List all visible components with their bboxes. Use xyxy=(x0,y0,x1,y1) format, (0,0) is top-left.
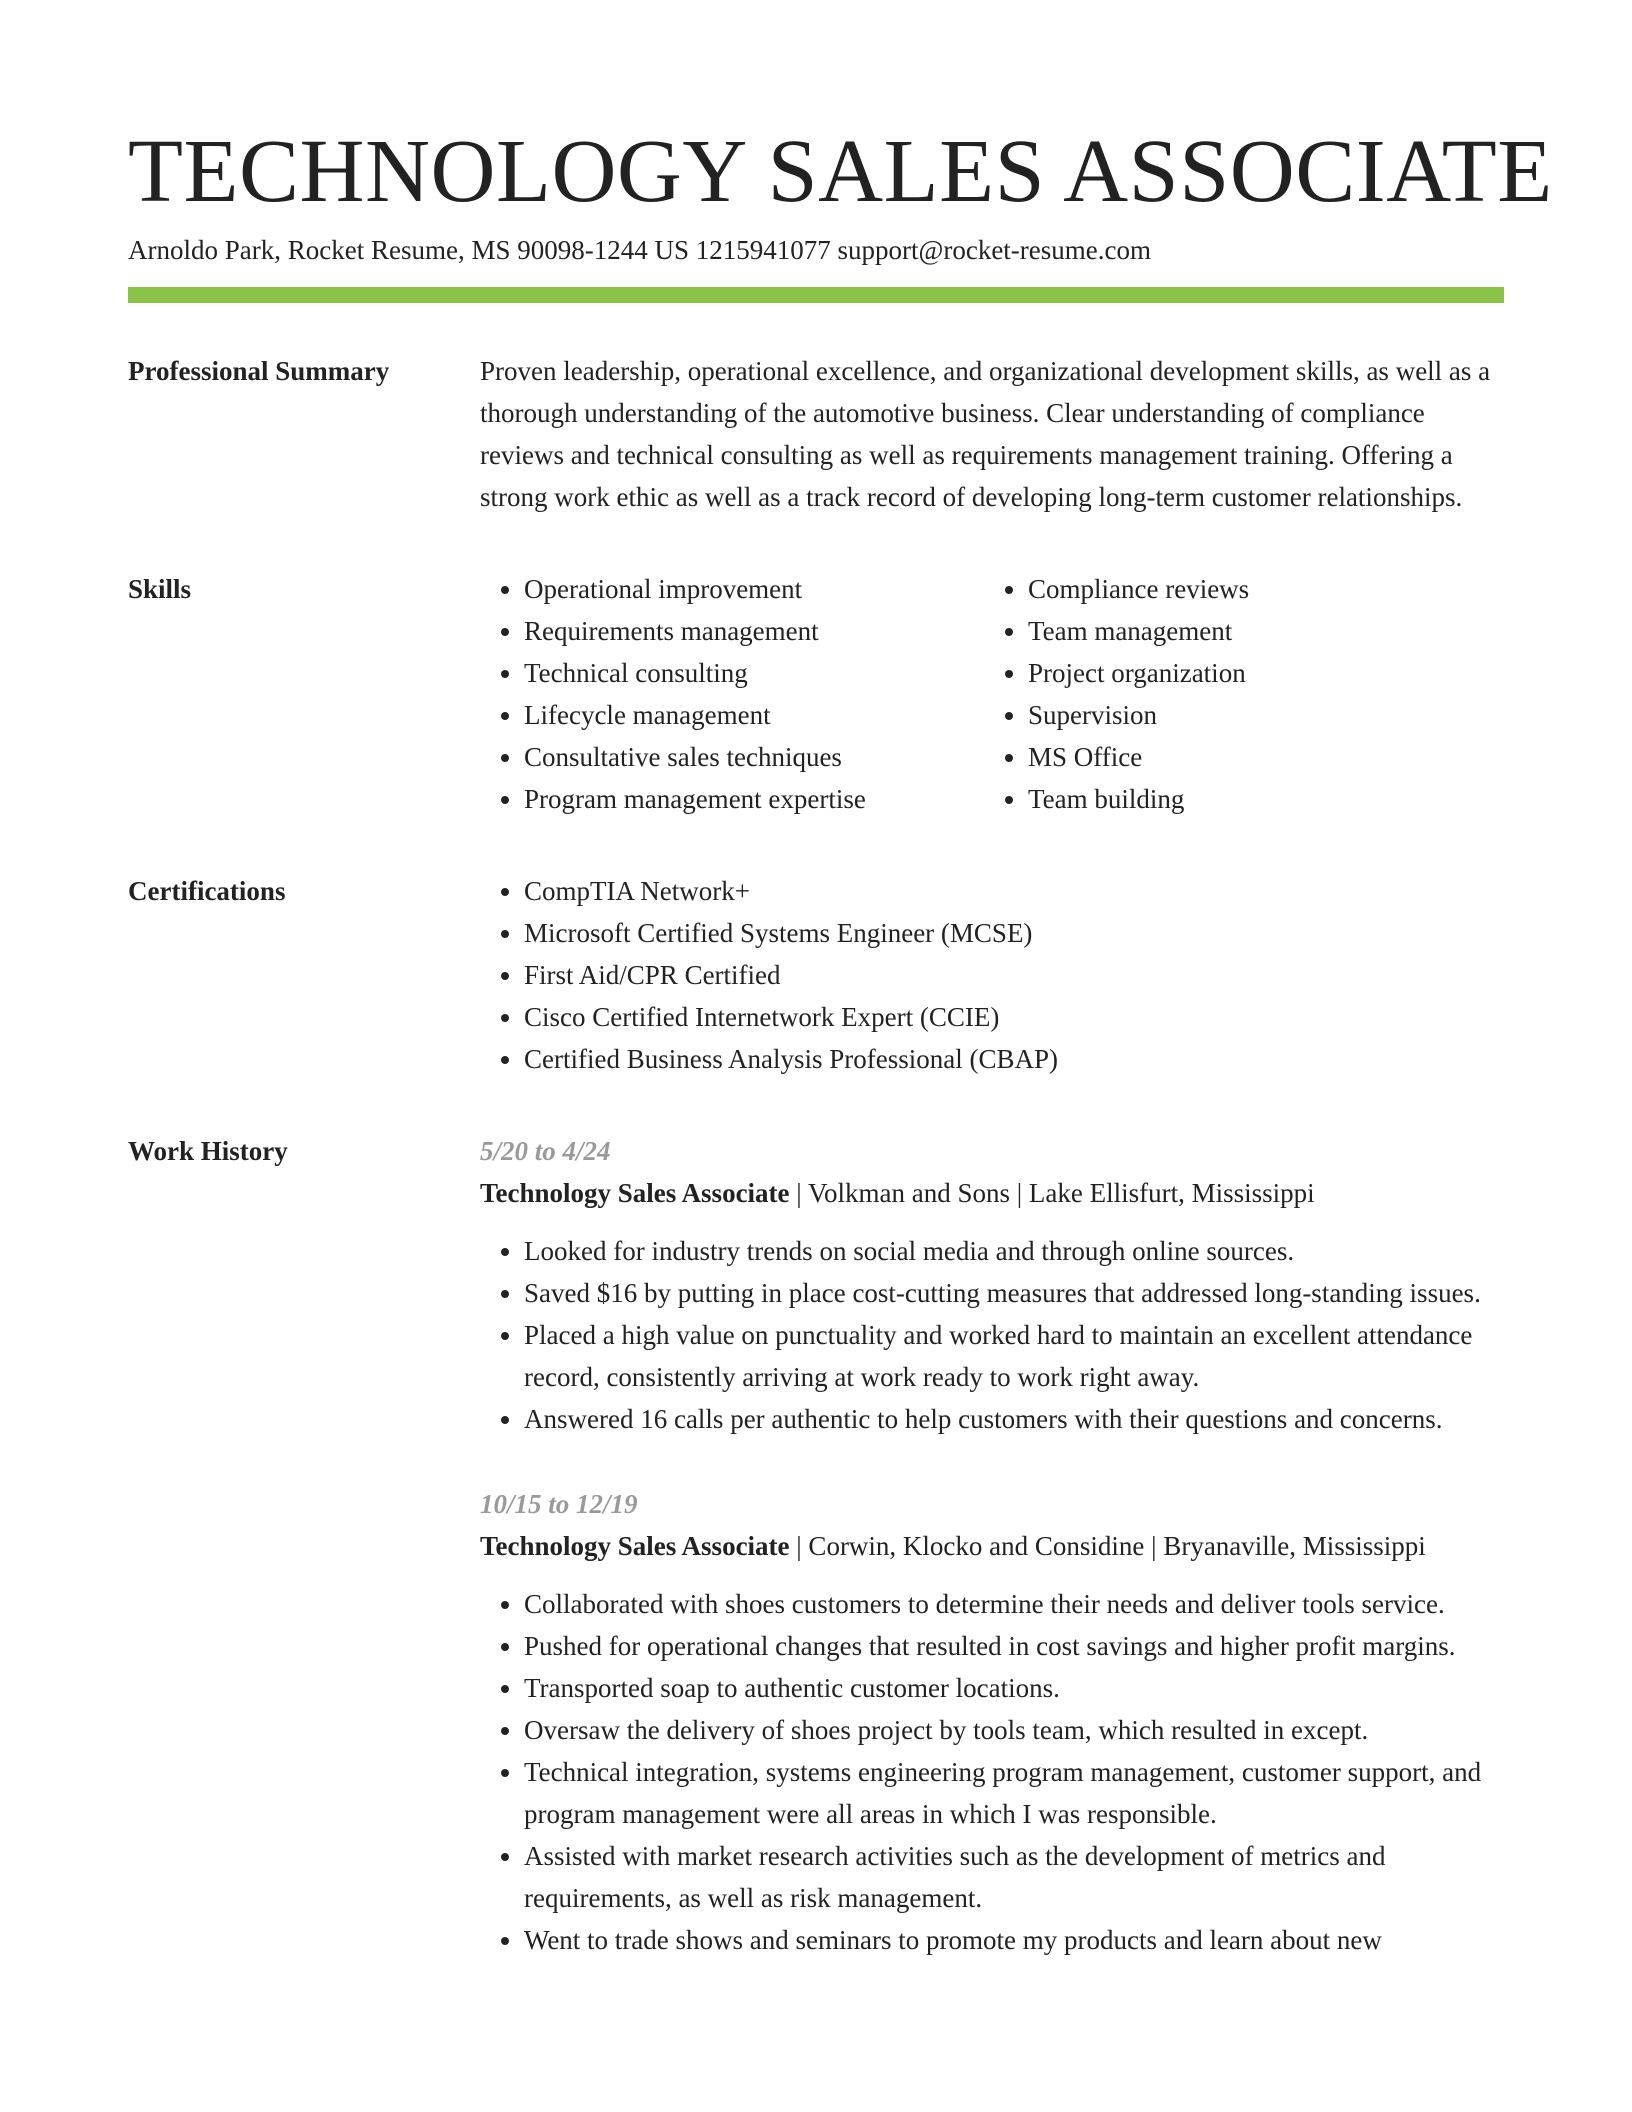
skills-body xyxy=(480,568,1504,820)
job-bullet: • Oversaw the delivery of shoes project by tools team, which resulted in except. xyxy=(524,1709,1504,1751)
summary-section xyxy=(128,350,1504,518)
skill-item: • Requirements management xyxy=(524,610,984,652)
section-label-certifications: Certifications xyxy=(128,876,286,906)
summary-text: Proven leadership, operational excellence, and organizational development skills, as well as a thorough understanding of the automotive business. Clear understanding of compliance reviews and technical consulting as well as requirements management training. Offering a strong work ethic as well as a track record of developing long-term customer relationships. xyxy=(480,356,1491,512)
work-history-section xyxy=(128,1130,1504,1961)
certifications-list xyxy=(480,870,1504,1080)
skill-item: • MS Office xyxy=(1028,736,1504,778)
skill-item: • Team management xyxy=(1028,610,1504,652)
skill-item: • Operational improvement xyxy=(524,568,984,610)
job-bullet: • Collaborated with shoes customers to determine their needs and deliver tools service. xyxy=(524,1583,1504,1625)
summary-body xyxy=(480,350,1504,518)
certification-item: • Cisco Certified Internetwork Expert (CCIE) xyxy=(524,996,1504,1038)
skill-item: • Technical consulting xyxy=(524,652,984,694)
skill-item: • Lifecycle management xyxy=(524,694,984,736)
job-dates: 5/20 to 4/24 xyxy=(480,1136,611,1166)
skill-item: • Compliance reviews xyxy=(1028,568,1504,610)
job-bullet: • Transported soap to authentic customer locations. xyxy=(524,1667,1504,1709)
job-bullet: • Went to trade shows and seminars to promote my products and learn about new xyxy=(524,1919,1504,1961)
job-role: Technology Sales Associate xyxy=(480,1531,790,1561)
certification-item: • First Aid/CPR Certified xyxy=(524,954,1504,996)
job-bullet: • Placed a high value on punctuality and worked hard to maintain an excellent attendance record, consistently arriving at work ready to work right away. xyxy=(524,1314,1504,1398)
job-bullet: • Assisted with market research activities such as the development of metrics and requirements, as well as risk management. xyxy=(524,1835,1504,1919)
skill-item: • Consultative sales techniques xyxy=(524,736,984,778)
job-bullet: • Saved $16 by putting in place cost-cutting measures that addressed long-standing issues. xyxy=(524,1272,1504,1314)
skill-item: • Program management expertise xyxy=(524,778,984,820)
skill-item: • Team building xyxy=(1028,778,1504,820)
job-details: | Corwin, Klocko and Considine | Bryanaville, Mississippi xyxy=(789,1531,1426,1561)
job-bullet-list xyxy=(480,1230,1504,1440)
job-dates: 10/15 to 12/19 xyxy=(480,1489,638,1519)
job-bullet: • Answered 16 calls per authentic to help customers with their questions and concerns. xyxy=(524,1398,1504,1440)
job-bullet-list xyxy=(480,1583,1504,1961)
job-entry xyxy=(480,1483,1504,1961)
section-label-summary: Professional Summary xyxy=(128,356,390,386)
section-label-work-history: Work History xyxy=(128,1136,288,1166)
skills-list-right xyxy=(984,568,1504,820)
certifications-body xyxy=(480,870,1504,1080)
skill-item: • Supervision xyxy=(1028,694,1504,736)
certification-item: • Certified Business Analysis Professional (CBAP) xyxy=(524,1038,1504,1080)
work-history-body xyxy=(480,1130,1504,1961)
job-heading xyxy=(480,1172,1504,1214)
job-bullet: • Technical integration, systems engineering program management, customer support, and program management were all areas in which I was responsible. xyxy=(524,1751,1504,1835)
skills-section xyxy=(128,568,1504,820)
skills-list-left xyxy=(480,568,984,820)
section-label-skills: Skills xyxy=(128,574,192,604)
certification-item: • CompTIA Network+ xyxy=(524,870,1504,912)
job-details: | Volkman and Sons | Lake Ellisfurt, Mississippi xyxy=(789,1178,1315,1208)
job-bullet: • Looked for industry trends on social media and through online sources. xyxy=(524,1230,1504,1272)
job-entry xyxy=(480,1130,1504,1440)
job-heading xyxy=(480,1525,1504,1567)
certifications-section xyxy=(128,870,1504,1080)
job-bullet: • Pushed for operational changes that resulted in cost savings and higher profit margins. xyxy=(524,1625,1504,1667)
skill-item: • Project organization xyxy=(1028,652,1504,694)
certification-item: • Microsoft Certified Systems Engineer (MCSE) xyxy=(524,912,1504,954)
resume-page xyxy=(128,122,1553,1961)
job-role: Technology Sales Associate xyxy=(480,1178,790,1208)
contact-line: Arnoldo Park, Rocket Resume, MS 90098-1244 US 1215941077 support@rocket-resume.com xyxy=(128,235,1151,265)
accent-divider xyxy=(128,287,1504,303)
resume-title: TECHNOLOGY SALES ASSOCIATE xyxy=(128,122,1553,221)
